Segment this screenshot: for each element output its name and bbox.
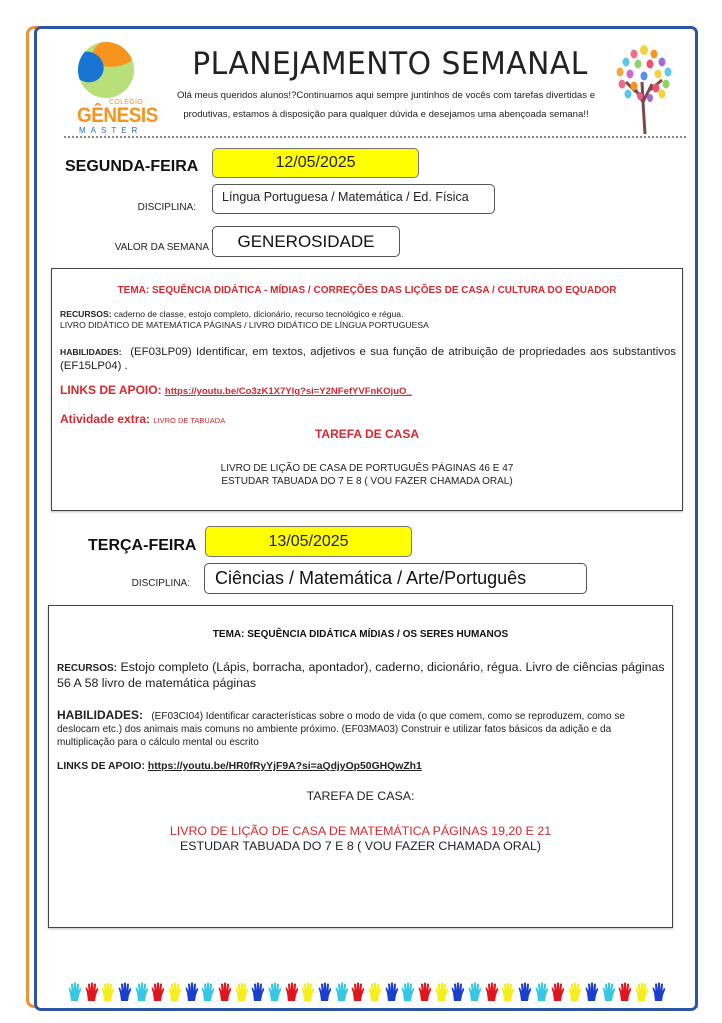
tuesday-panel (48, 605, 673, 928)
header-divider (64, 136, 686, 138)
monday-discipline-label: DISCIPLINA: (137, 202, 196, 213)
tree-icon (612, 42, 676, 134)
tuesday-resources (57, 660, 667, 691)
hand-icon (201, 982, 215, 1002)
hand-icon (135, 982, 149, 1002)
monday-skills-label: HABILIDADES: (60, 347, 122, 357)
hand-icon (518, 982, 532, 1002)
monday-resources-label: RECURSOS: (60, 309, 112, 319)
hand-icon (468, 982, 482, 1002)
hand-icon (151, 982, 165, 1002)
tuesday-skills (57, 709, 669, 749)
hand-icon (118, 982, 132, 1002)
tuesday-date: 13/05/2025 (205, 526, 412, 557)
hand-icon (285, 982, 299, 1002)
hand-icon (401, 982, 415, 1002)
tuesday-day-label: TERÇA-FEIRA (88, 537, 197, 554)
monday-homework (52, 462, 682, 488)
intro-message: Olá meus queridos alunos!?Continuamos aqui sempre juntinhos de vocês com tarefas divertidas e produtivas, estamos à disposição para qualquer dúvida e desejamos uma abençoada semana!! (176, 90, 596, 120)
hand-icon (68, 982, 82, 1002)
hand-icon (85, 982, 99, 1002)
monday-extra-label: Atividade extra: (60, 412, 151, 426)
logo-text-colegio: COLÉGIO (109, 99, 143, 106)
hand-icon (435, 982, 449, 1002)
monday-extra-text: LIVRO DE TABUADA (153, 416, 226, 425)
tuesday-discipline: Ciências / Matemática / Arte/Português (204, 563, 587, 594)
hand-icon (652, 982, 666, 1002)
hand-icon (218, 982, 232, 1002)
hand-icon (268, 982, 282, 1002)
hand-icon (451, 982, 465, 1002)
hand-icon (618, 982, 632, 1002)
hand-icon (168, 982, 182, 1002)
hand-icon (301, 982, 315, 1002)
monday-links-label: LINKS DE APOIO: (60, 383, 162, 397)
monday-discipline: Língua Portuguesa / Matemática / Ed. Física (212, 184, 495, 214)
school-logo (74, 42, 158, 135)
monday-resources (60, 309, 676, 331)
monday-support-link[interactable]: https://youtu.be/Co3zK1X7Ylg?si=Y2NFefYVFnKOjuO_ (164, 386, 412, 397)
monday-resources-books: LIVRO DIDÁTICO DE MATEMÁTICA PÁGINAS / LIVRO DIDÁTICO DE LÍNGUA PORTUGUESA (60, 320, 429, 330)
tuesday-skills-label: HABILIDADES: (57, 708, 143, 722)
monday-extra (60, 412, 225, 426)
monday-skills-text: (EF03LP09) Identificar, em textos, adjetivos e sua função de atribuição de propriedades aos substantivos (EF15LP04) . (60, 346, 676, 372)
logo-text-master: MASTER (79, 126, 143, 135)
tuesday-support-link[interactable]: https://youtu.be/HR0fRyYjF9A?si=aQdjyOp50GHQwZh1 (147, 761, 422, 772)
monday-skills (60, 345, 676, 373)
tuesday-homework-line2: ESTUDAR TABUADA DO 7 E 8 ( VOU FAZER CHAMADA ORAL) (179, 839, 541, 853)
hand-icon (368, 982, 382, 1002)
logo-text-genesis: GÊNESIS (77, 104, 158, 127)
tuesday-links (57, 761, 422, 772)
hand-icon (418, 982, 432, 1002)
monday-links (60, 383, 412, 397)
monday-homework-line2: ESTUDAR TABUADA DO 7 E 8 ( VOU FAZER CHAMADA ORAL) (221, 476, 513, 487)
monday-day-label: SEGUNDA-FEIRA (65, 158, 199, 175)
tuesday-skills-text: (EF03CI04) Identificar características sobre o modo de vida (o que comem, como se reproduzem, como se deslocam etc.) dos animais mais comuns no ambiente próximo. (EF03MA03) Construir e utilizar fatos básicos da adição e da multiplicação para o cálculo mental ou escrito (57, 711, 625, 748)
tuesday-links-label: LINKS DE APOIO: (57, 761, 145, 772)
monday-homework-title: TAREFA DE CASA (314, 427, 419, 441)
hand-icon (251, 982, 265, 1002)
hand-icon (485, 982, 499, 1002)
monday-value-label: VALOR DA SEMANA (114, 242, 209, 253)
page-title: PLANEJAMENTO SEMANAL (192, 46, 588, 82)
hand-icon (501, 982, 515, 1002)
hand-icon (535, 982, 549, 1002)
hand-icon (602, 982, 616, 1002)
hand-icon (568, 982, 582, 1002)
hand-icon (551, 982, 565, 1002)
monday-date: 12/05/2025 (212, 148, 419, 178)
tuesday-discipline-label: DISCIPLINA: (131, 578, 190, 589)
hand-icon (235, 982, 249, 1002)
monday-panel (51, 268, 683, 511)
hand-icon (351, 982, 365, 1002)
monday-week-value: GENEROSIDADE (212, 226, 400, 257)
tuesday-homework (49, 824, 672, 854)
hand-icon (635, 982, 649, 1002)
hand-icon (318, 982, 332, 1002)
tuesday-resources-text: Estojo completo (Lápis, borracha, apontador), caderno, dicionário, régua. Livro de ciências páginas 56 A 58 livro de matemática páginas (57, 660, 665, 690)
footer-hands-border (68, 982, 666, 1004)
monday-resources-text: caderno de classe, estojo completo, dicionário, recurso tecnológico e régua. (113, 309, 404, 319)
tuesday-theme: TEMA: SEQUÊNCIA DIDÁTICA MÍDIAS / OS SERES HUMANOS (212, 629, 509, 640)
hand-icon (101, 982, 115, 1002)
monday-theme: TEMA: SEQUÊNCIA DIDÁTICA - MÍDIAS / CORREÇÕES DAS LIÇÕES DE CASA / CULTURA DO EQUADOR (117, 285, 617, 296)
hand-icon (335, 982, 349, 1002)
hand-icon (385, 982, 399, 1002)
hand-icon (585, 982, 599, 1002)
monday-homework-line1: LIVRO DE LIÇÃO DE CASA DE PORTUGUÊS PÁGINAS 46 E 47 (220, 463, 514, 474)
hand-icon (185, 982, 199, 1002)
tuesday-resources-label: RECURSOS: (57, 663, 118, 674)
tuesday-homework-line1: LIVRO DE LIÇÃO DE CASA DE MATEMÁTICA PÁGINAS 19,20 E 21 (169, 824, 552, 838)
logo-emblem (78, 42, 134, 98)
tuesday-homework-title: TAREFA DE CASA: (306, 789, 415, 803)
